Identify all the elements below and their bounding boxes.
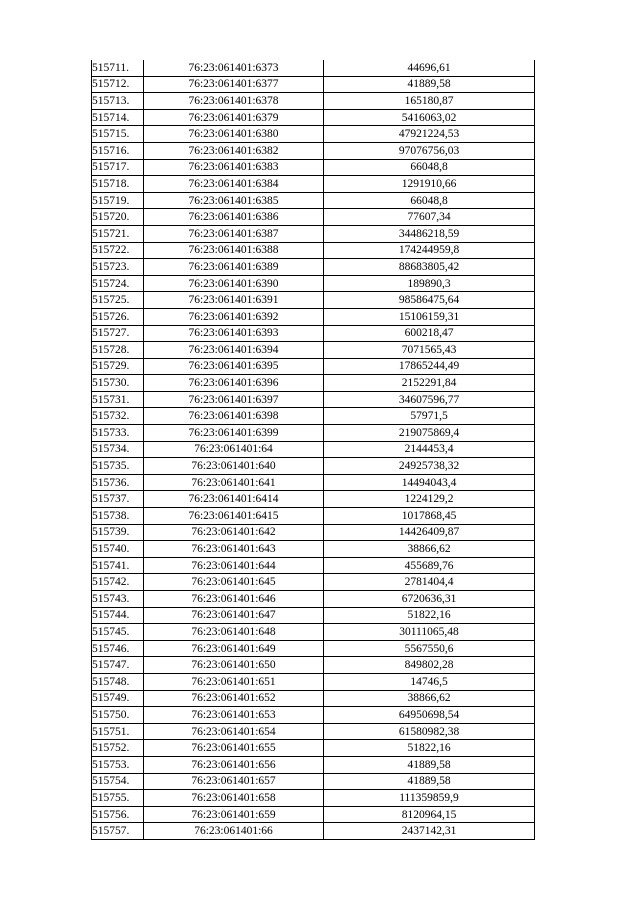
row-number-cell: 515731.	[92, 391, 144, 408]
table-row	[92, 591, 535, 608]
row-number-cell: 515713.	[92, 93, 144, 110]
value-cell: 1017868,45	[324, 508, 535, 525]
value-cell: 2152291,84	[324, 375, 535, 392]
value-cell: 41889,58	[324, 76, 535, 93]
table-row	[92, 491, 535, 508]
table-row	[92, 93, 535, 110]
value-cell: 34486218,59	[324, 225, 535, 242]
cadastral-number-cell: 76:23:061401:6395	[144, 358, 324, 375]
cadastral-number-cell: 76:23:061401:6382	[144, 142, 324, 159]
row-number-cell: 515715.	[92, 126, 144, 143]
row-number-cell: 515736.	[92, 474, 144, 491]
value-cell: 97076756,03	[324, 142, 535, 159]
table-row	[92, 806, 535, 823]
table-row	[92, 292, 535, 309]
value-cell: 14746,5	[324, 673, 535, 690]
cadastral-number-cell: 76:23:061401:6378	[144, 93, 324, 110]
value-cell: 38866,62	[324, 541, 535, 558]
table-row	[92, 756, 535, 773]
table-row	[92, 109, 535, 126]
cadastral-number-cell: 76:23:061401:655	[144, 740, 324, 757]
value-cell: 44696,61	[324, 60, 535, 76]
value-cell: 600218,47	[324, 325, 535, 342]
cadastral-number-cell: 76:23:061401:64	[144, 441, 324, 458]
cadastral-number-cell: 76:23:061401:6397	[144, 391, 324, 408]
value-cell: 2781404,4	[324, 574, 535, 591]
row-number-cell: 515745.	[92, 624, 144, 641]
value-cell: 8120964,15	[324, 806, 535, 823]
table-row	[92, 607, 535, 624]
value-cell: 66048,8	[324, 192, 535, 209]
cadastral-number-cell: 76:23:061401:659	[144, 806, 324, 823]
value-cell: 41889,58	[324, 773, 535, 790]
row-number-cell: 515744.	[92, 607, 144, 624]
cadastral-number-cell: 76:23:061401:650	[144, 657, 324, 674]
row-number-cell: 515737.	[92, 491, 144, 508]
table-row	[92, 126, 535, 143]
row-number-cell: 515724.	[92, 275, 144, 292]
row-number-cell: 515746.	[92, 640, 144, 657]
row-number-cell: 515753.	[92, 756, 144, 773]
row-number-cell: 515740.	[92, 541, 144, 558]
table-row	[92, 275, 535, 292]
table-row	[92, 624, 535, 641]
row-number-cell: 515720.	[92, 209, 144, 226]
cadastral-number-cell: 76:23:061401:640	[144, 458, 324, 475]
table-row	[92, 657, 535, 674]
cadastral-number-cell: 76:23:061401:642	[144, 524, 324, 541]
cadastral-number-cell: 76:23:061401:6391	[144, 292, 324, 309]
table-row	[92, 823, 535, 840]
row-number-cell: 515712.	[92, 76, 144, 93]
row-number-cell: 515728.	[92, 342, 144, 359]
table-row	[92, 474, 535, 491]
table-row	[92, 342, 535, 359]
cadastral-number-cell: 76:23:061401:656	[144, 756, 324, 773]
table-row	[92, 458, 535, 475]
cadastral-number-cell: 76:23:061401:6384	[144, 176, 324, 193]
row-number-cell: 515727.	[92, 325, 144, 342]
cadastral-number-cell: 76:23:061401:6393	[144, 325, 324, 342]
table-row	[92, 308, 535, 325]
cadastral-number-cell: 76:23:061401:6392	[144, 308, 324, 325]
cadastral-number-cell: 76:23:061401:648	[144, 624, 324, 641]
row-number-cell: 515749.	[92, 690, 144, 707]
value-cell: 5416063,02	[324, 109, 535, 126]
table-row	[92, 541, 535, 558]
table-row	[92, 259, 535, 276]
cadastral-number-cell: 76:23:061401:6386	[144, 209, 324, 226]
cadastral-number-cell: 76:23:061401:6390	[144, 275, 324, 292]
row-number-cell: 515722.	[92, 242, 144, 259]
cadastral-number-cell: 76:23:061401:6385	[144, 192, 324, 209]
cadastral-number-cell: 76:23:061401:6389	[144, 259, 324, 276]
row-number-cell: 515732.	[92, 408, 144, 425]
row-number-cell: 515739.	[92, 524, 144, 541]
cadastral-number-cell: 76:23:061401:645	[144, 574, 324, 591]
row-number-cell: 515721.	[92, 225, 144, 242]
value-cell: 219075869,4	[324, 425, 535, 442]
cadastral-number-cell: 76:23:061401:6394	[144, 342, 324, 359]
cadastral-number-cell: 76:23:061401:641	[144, 474, 324, 491]
row-number-cell: 515743.	[92, 591, 144, 608]
value-cell: 98586475,64	[324, 292, 535, 309]
row-number-cell: 515716.	[92, 142, 144, 159]
cadastral-number-cell: 76:23:061401:6414	[144, 491, 324, 508]
cadastral-number-cell: 76:23:061401:6373	[144, 60, 324, 76]
cadastral-number-cell: 76:23:061401:6399	[144, 425, 324, 442]
table-row	[92, 225, 535, 242]
row-number-cell: 515714.	[92, 109, 144, 126]
table-row	[92, 773, 535, 790]
row-number-cell: 515718.	[92, 176, 144, 193]
table-row	[92, 707, 535, 724]
cadastral-number-cell: 76:23:061401:6379	[144, 109, 324, 126]
row-number-cell: 515730.	[92, 375, 144, 392]
table-row	[92, 176, 535, 193]
row-number-cell: 515733.	[92, 425, 144, 442]
value-cell: 24925738,32	[324, 458, 535, 475]
value-cell: 2144453,4	[324, 441, 535, 458]
value-cell: 88683805,42	[324, 259, 535, 276]
table-row	[92, 325, 535, 342]
table-row	[92, 408, 535, 425]
cadastral-number-cell: 76:23:061401:643	[144, 541, 324, 558]
cadastral-number-cell: 76:23:061401:6398	[144, 408, 324, 425]
value-cell: 41889,58	[324, 756, 535, 773]
value-cell: 77607,34	[324, 209, 535, 226]
value-cell: 61580982,38	[324, 723, 535, 740]
table-row	[92, 76, 535, 93]
row-number-cell: 515717.	[92, 159, 144, 176]
row-number-cell: 515711.	[92, 60, 144, 76]
table-row	[92, 375, 535, 392]
cadastral-number-cell: 76:23:061401:6380	[144, 126, 324, 143]
cadastral-number-cell: 76:23:061401:653	[144, 707, 324, 724]
value-cell: 174244959,8	[324, 242, 535, 259]
value-cell: 64950698,54	[324, 707, 535, 724]
cadastral-number-cell: 76:23:061401:66	[144, 823, 324, 840]
table-row	[92, 673, 535, 690]
cadastral-number-cell: 76:23:061401:6415	[144, 508, 324, 525]
value-cell: 34607596,77	[324, 391, 535, 408]
cadastral-number-cell: 76:23:061401:6377	[144, 76, 324, 93]
table-row	[92, 690, 535, 707]
cadastral-number-cell: 76:23:061401:657	[144, 773, 324, 790]
row-number-cell: 515726.	[92, 308, 144, 325]
value-cell: 30111065,48	[324, 624, 535, 641]
table-row	[92, 192, 535, 209]
value-cell: 14426409,87	[324, 524, 535, 541]
table-row	[92, 557, 535, 574]
row-number-cell: 515735.	[92, 458, 144, 475]
cadastral-number-cell: 76:23:061401:652	[144, 690, 324, 707]
row-number-cell: 515741.	[92, 557, 144, 574]
cadastral-number-cell: 76:23:061401:6396	[144, 375, 324, 392]
table-row	[92, 441, 535, 458]
cadastral-number-cell: 76:23:061401:644	[144, 557, 324, 574]
row-number-cell: 515734.	[92, 441, 144, 458]
table-row	[92, 242, 535, 259]
row-number-cell: 515755.	[92, 790, 144, 807]
value-cell: 7071565,43	[324, 342, 535, 359]
value-cell: 6720636,31	[324, 591, 535, 608]
value-cell: 14494043,4	[324, 474, 535, 491]
cadastral-number-cell: 76:23:061401:6387	[144, 225, 324, 242]
value-cell: 57971,5	[324, 408, 535, 425]
value-cell: 165180,87	[324, 93, 535, 110]
row-number-cell: 515725.	[92, 292, 144, 309]
cadastral-number-cell: 76:23:061401:654	[144, 723, 324, 740]
value-cell: 51822,16	[324, 607, 535, 624]
value-cell: 15106159,31	[324, 308, 535, 325]
value-cell: 51822,16	[324, 740, 535, 757]
cadastral-number-cell: 76:23:061401:651	[144, 673, 324, 690]
cadastral-number-cell: 76:23:061401:646	[144, 591, 324, 608]
value-cell: 111359859,9	[324, 790, 535, 807]
value-cell: 66048,8	[324, 159, 535, 176]
table-row	[92, 640, 535, 657]
row-number-cell: 515752.	[92, 740, 144, 757]
row-number-cell: 515757.	[92, 823, 144, 840]
row-number-cell: 515742.	[92, 574, 144, 591]
table-row	[92, 60, 535, 76]
row-number-cell: 515723.	[92, 259, 144, 276]
row-number-cell: 515750.	[92, 707, 144, 724]
cadastral-number-cell: 76:23:061401:658	[144, 790, 324, 807]
row-number-cell: 515747.	[92, 657, 144, 674]
table-row	[92, 790, 535, 807]
table-body	[92, 60, 535, 839]
value-cell: 455689,76	[324, 557, 535, 574]
row-number-cell: 515729.	[92, 358, 144, 375]
value-cell: 849802,28	[324, 657, 535, 674]
cadastral-number-cell: 76:23:061401:649	[144, 640, 324, 657]
row-number-cell: 515719.	[92, 192, 144, 209]
cadastral-number-cell: 76:23:061401:647	[144, 607, 324, 624]
cadastral-number-cell: 76:23:061401:6383	[144, 159, 324, 176]
value-cell: 1224129,2	[324, 491, 535, 508]
cadastral-number-cell: 76:23:061401:6388	[144, 242, 324, 259]
table-row	[92, 209, 535, 226]
table-row	[92, 425, 535, 442]
row-number-cell: 515738.	[92, 508, 144, 525]
value-cell: 2437142,31	[324, 823, 535, 840]
row-number-cell: 515748.	[92, 673, 144, 690]
table-row	[92, 358, 535, 375]
table-row	[92, 142, 535, 159]
table-row	[92, 524, 535, 541]
document-page	[91, 60, 531, 840]
cadastral-value-table	[91, 60, 535, 840]
value-cell: 1291910,66	[324, 176, 535, 193]
row-number-cell: 515756.	[92, 806, 144, 823]
table-row	[92, 574, 535, 591]
value-cell: 5567550,6	[324, 640, 535, 657]
row-number-cell: 515754.	[92, 773, 144, 790]
value-cell: 189890,3	[324, 275, 535, 292]
table-row	[92, 508, 535, 525]
table-row	[92, 159, 535, 176]
value-cell: 17865244,49	[324, 358, 535, 375]
value-cell: 38866,62	[324, 690, 535, 707]
value-cell: 47921224,53	[324, 126, 535, 143]
table-row	[92, 740, 535, 757]
table-row	[92, 391, 535, 408]
row-number-cell: 515751.	[92, 723, 144, 740]
table-row	[92, 723, 535, 740]
